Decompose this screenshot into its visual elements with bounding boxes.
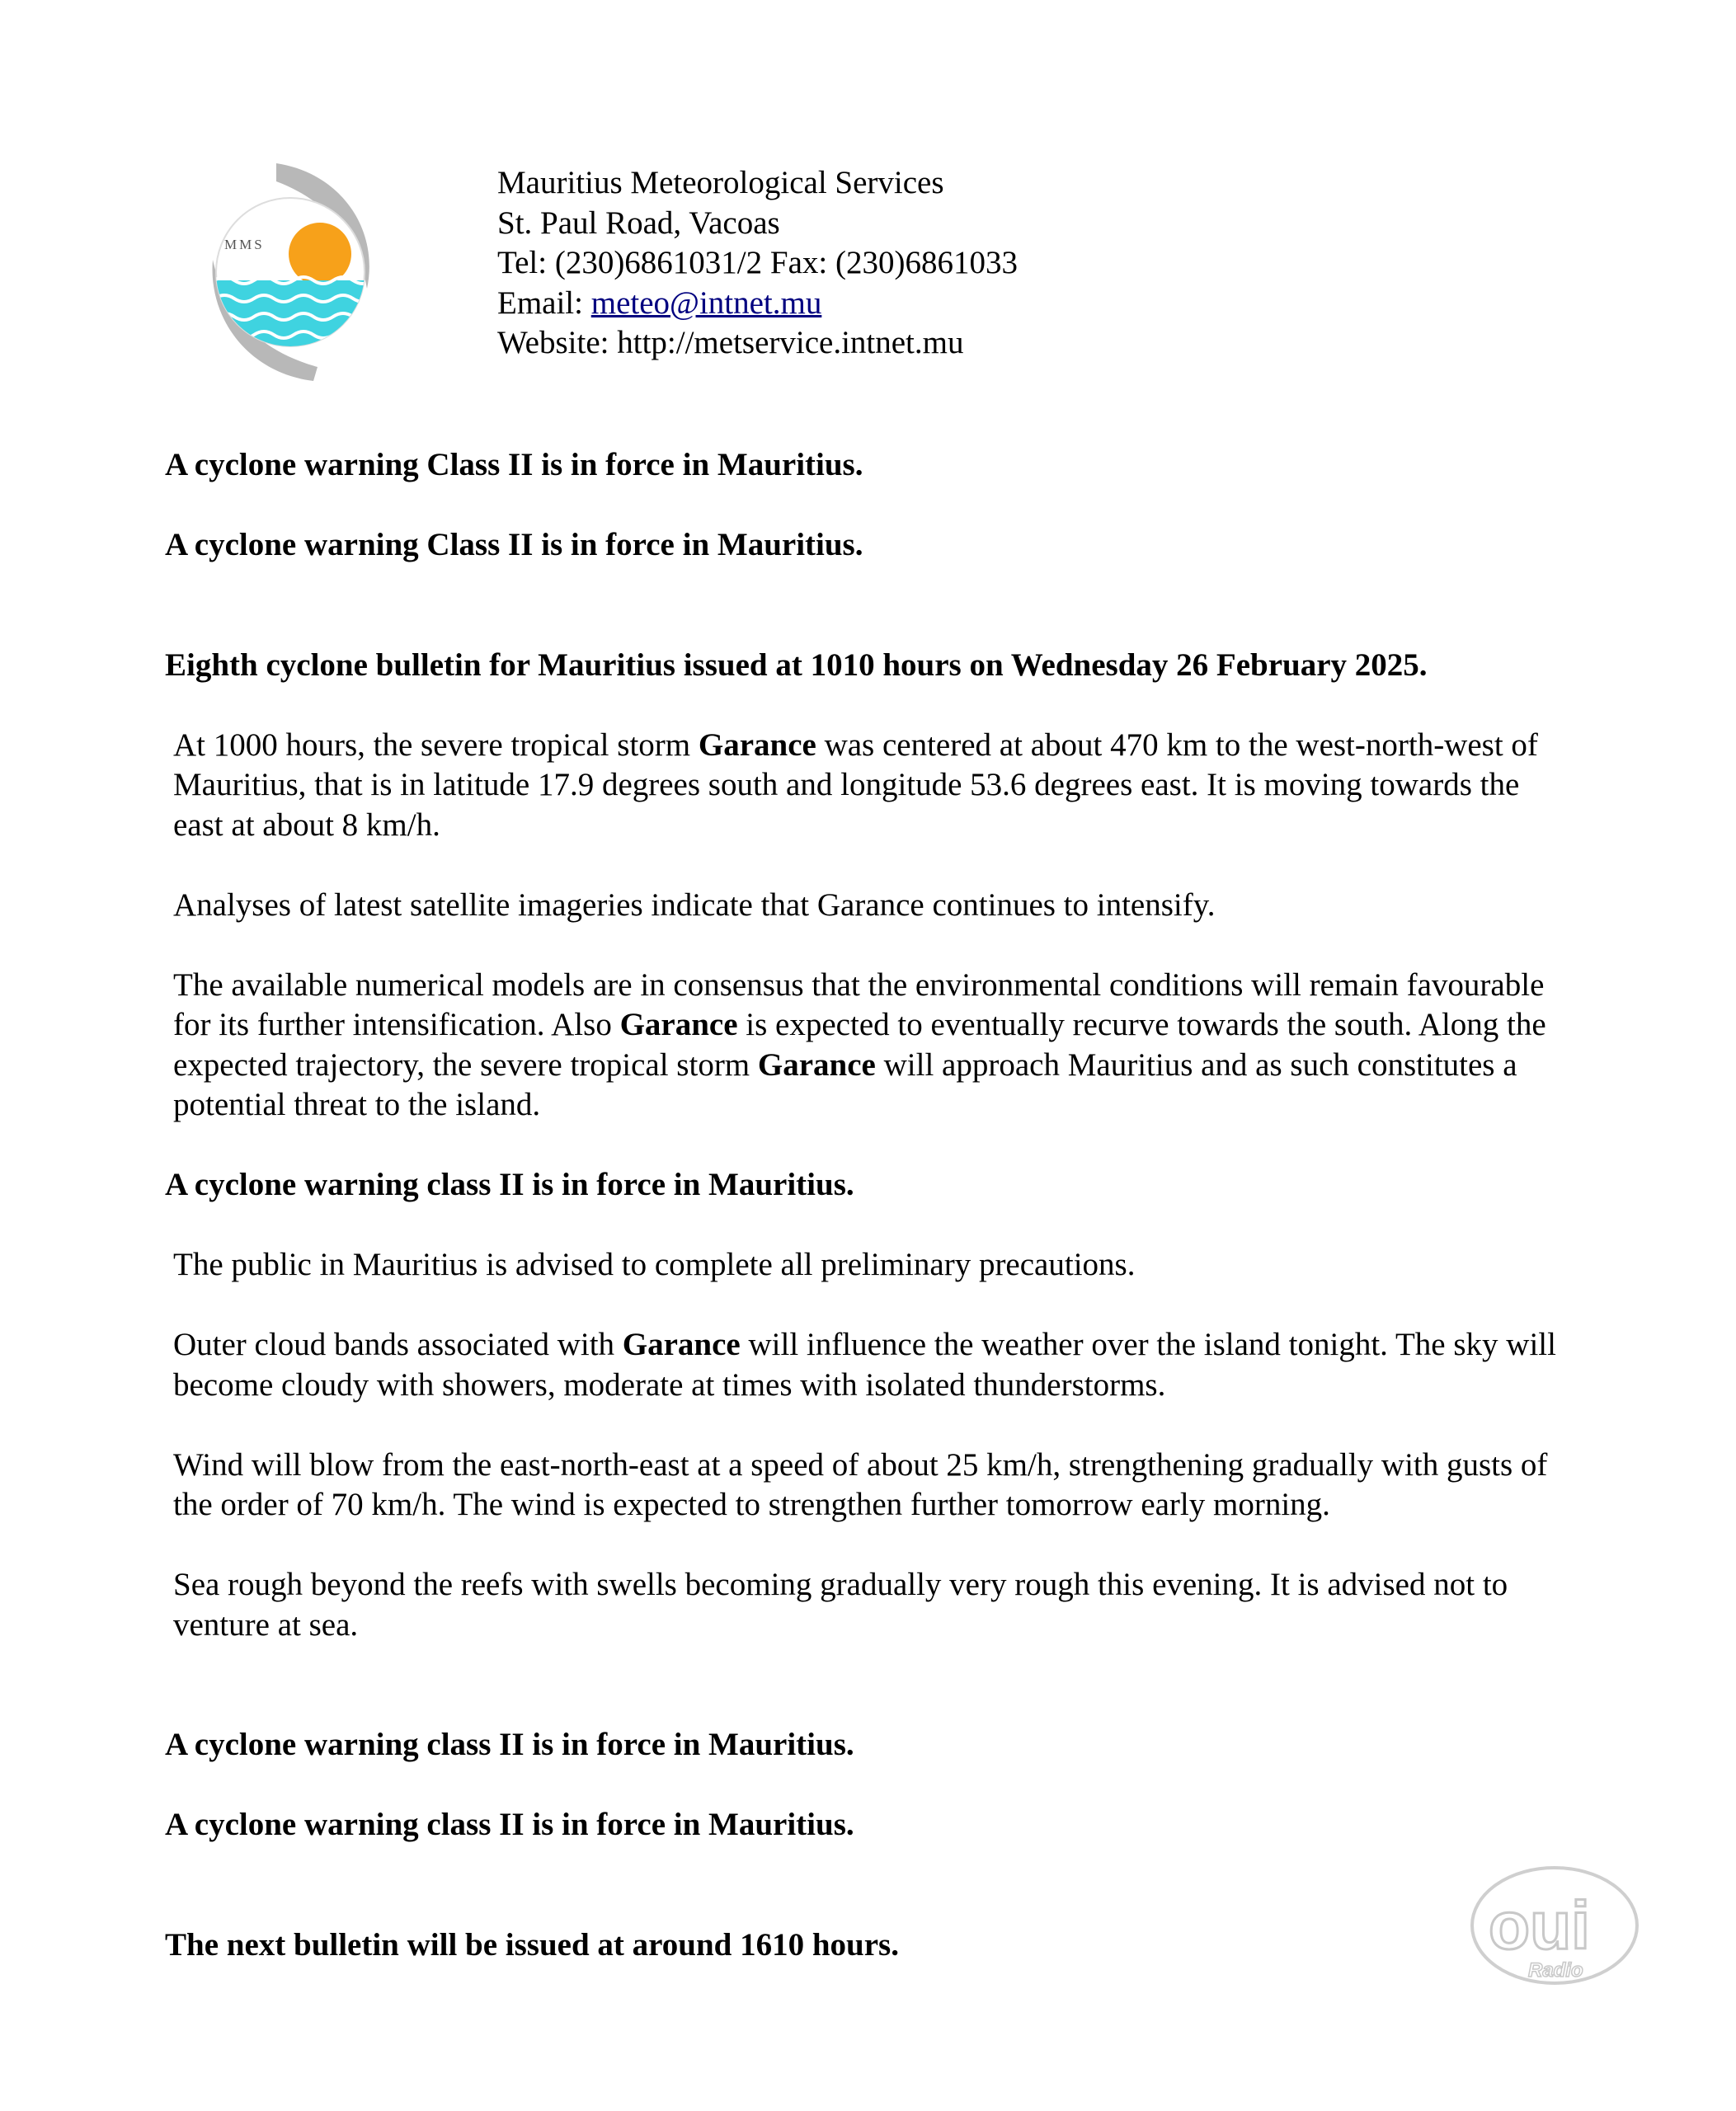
para5-text-a: Outer cloud bands associated with <box>173 1327 623 1362</box>
watermark-subtext: Radio <box>1528 1959 1583 1982</box>
storm-name: Garance <box>622 1327 741 1362</box>
para3-text-c: will approach Mauritius and as such constitutes a potential threat to the island. <box>173 1046 1517 1122</box>
warning-line-5: A cyclone warning class II is in force in Mauritius. <box>165 1807 854 1842</box>
satellite-analysis-paragraph: Analyses of latest satellite imageries indicate that Garance continues to intensify. <box>173 886 1216 923</box>
para5-text-b: will influence the weather over the island tonight. The sky will become cloudy with showers, moderate at times with isolated thunderstorms. <box>173 1327 1556 1403</box>
org-tel-fax: Tel: (230)6861031/2 Fax: (230)6861033 <box>497 245 1018 280</box>
bulletin-body <box>165 445 1571 1965</box>
bulletin-title: Eighth cyclone bulletin for Mauritius issued at 1010 hours on Wednesday 26 February 2025. <box>165 646 1428 683</box>
letterhead <box>497 163 1018 364</box>
org-address: St. Paul Road, Vacoas <box>497 205 780 241</box>
mms-logo-icon <box>198 157 379 388</box>
para1-text-a: At 1000 hours, the severe tropical storm <box>173 726 699 763</box>
next-bulletin-notice: The next bulletin will be issued at around 1610 hours. <box>165 1926 899 1963</box>
warning-line-2: A cyclone warning Class II is in force in Mauritius. <box>165 527 863 562</box>
public-advice-paragraph: The public in Mauritius is advised to complete all preliminary precautions. <box>173 1247 1136 1282</box>
watermark-text: oui <box>1489 1888 1590 1963</box>
para3-text-b: is expected to eventually recurve towards the south. Along the expected trajectory, the severe tropical storm <box>173 1007 1546 1083</box>
storm-position-paragraph <box>165 726 1571 846</box>
para3-text-a: The available numerical models are in consensus that the environmental conditions will remain favourable for its further intensification. Also <box>173 966 1545 1042</box>
org-name: Mauritius Meteorological Services <box>497 165 944 200</box>
email-link[interactable]: meteo@intnet.mu <box>590 284 822 321</box>
org-email <box>497 284 1018 324</box>
models-paragraph <box>165 966 1571 1126</box>
logo-text: MMS <box>224 237 265 252</box>
email-label: Email: <box>497 284 591 321</box>
sea-paragraph: Sea rough beyond the reefs with swells becoming gradually very rough this evening. It is advised not to venture at sea. <box>173 1567 1508 1643</box>
storm-name: Garance <box>698 726 816 763</box>
wind-paragraph: Wind will blow from the east-north-east at a speed of about 25 km/h, strengthening gradually with gusts of the order of 70 km/h. The wind is expected to strengthen further tomorrow early morning. <box>173 1446 1548 1522</box>
para1-text-b: was centered at about 470 km to the west-north-west of Mauritius, that is in latitude 17.9 degrees south and longitude 53.6 degrees east. It is moving towards the east at about 8 km/h. <box>173 726 1538 843</box>
org-website: Website: http://metservice.intnet.mu <box>497 325 964 360</box>
warning-line-4: A cyclone warning class II is in force in Mauritius. <box>165 1727 854 1762</box>
oui-radio-watermark-icon <box>1464 1859 1645 2000</box>
storm-name: Garance <box>619 1007 738 1042</box>
warning-line-3: A cyclone warning class II is in force in Mauritius. <box>165 1167 854 1202</box>
warning-line-1: A cyclone warning Class II is in force in Mauritius. <box>165 447 863 482</box>
storm-name: Garance <box>757 1046 876 1083</box>
weather-paragraph <box>165 1325 1571 1405</box>
